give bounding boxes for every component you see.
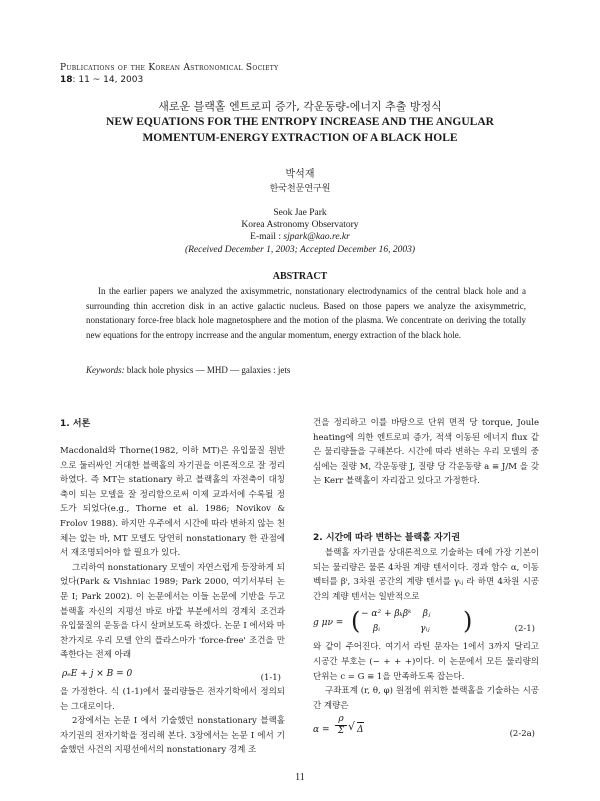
english-title-line1: NEW EQUATIONS FOR THE ENTROPY INCREASE AND THE ANGULAR: [106, 116, 494, 128]
equation-2-2a-fraction: [335, 714, 347, 737]
korean-title: 새로운 블랙홀 엔트로피 증가, 각운동량-에너지 추출 방정식: [158, 100, 442, 113]
section2-para3: 구좌표계 (r, θ, φ) 원점에 위치한 블랙홀을 기술하는 시공간 계량은: [313, 686, 539, 711]
equation-2-1-number: (2-1): [514, 624, 535, 635]
left-paren: (: [351, 607, 361, 636]
english-title: [0, 114, 600, 146]
equation-2-1-row2: βᵢ γᵢⱼ: [373, 624, 430, 635]
korean-affiliation: 한국천문연구원: [269, 184, 331, 194]
equation-1-1-number: (1-1): [260, 672, 281, 683]
abstract-heading: ABSTRACT: [272, 271, 328, 282]
right-paren: ): [463, 607, 473, 636]
equation-1-1: [60, 663, 285, 685]
section2-para2: 와 같이 주어진다. 여기서 라틴 문자는 1에서 3까지 달리고 시공간 부호는 (− + + +)이다. 이 논문에서 모든 물리량의 단위는 c = G ≡ 1을 만족하도록 잡는다.: [313, 642, 539, 682]
abstract-text: In the earlier papers we analyzed the axisymmetric, nonstationary electrodynamics of the central black hole and a surrounding thin accretion disk in an active galactic nucleus. Based on those papers we analyze the axisymmetric, nonstationary force-free black hole magnetosphere and the motion of the plasma. We concentrate on deriving the totally new equations for the entropy incrrease and the angular momentum, energy extraction of the black hole.: [86, 286, 526, 340]
english-title-line2: MOMENTUM-ENERGY EXTRACTION OF A BLACK HOLE: [142, 132, 458, 144]
received-dates: (Received December 1, 2003; Accepted December 16, 2003): [184, 245, 416, 255]
english-affiliation: Korea Astronomy Observatory: [241, 220, 359, 230]
sqrt-sign: √: [348, 720, 356, 734]
fraction-denominator: Σ: [337, 726, 345, 737]
right-column-bottom: [313, 546, 539, 743]
english-author-name: Seok Jae Park: [273, 208, 327, 218]
left-column: [60, 444, 285, 758]
section2-para1: 블랙홀 자기권을 상대론적으로 기술하는 데에 가장 기본이 되는 물리량은 물론 4차원 계량 텐서이다. 경과 함수 α, 이동 벡터를 βⁱ, 3차원 공간의 계량 텐서를 γᵢⱼ 라 하면 4차원 시공간의 계량 텐서는 일반적으로: [313, 548, 539, 602]
section2-heading: 2. 시간에 따라 변하는 블랙홀 자기권: [313, 533, 461, 543]
keywords-text: black hole physics — MHD — galaxies : jets: [126, 365, 291, 375]
equation-2-1-row1: − α² + βₖβᵏ βⱼ: [361, 609, 431, 620]
section1-para3: 을 가정한다. 식 (1-1)에서 물리량들은 전자기학에서 정의되는 그대로이다.: [60, 686, 285, 712]
equation-2-1: [313, 604, 539, 640]
keywords-label: Keywords:: [86, 365, 125, 375]
equation-2-2a-lhs: α =: [313, 725, 330, 736]
equation-2-2a-number: (2-2a): [509, 729, 535, 740]
page-number: 11: [295, 772, 305, 783]
volume-number: 18: [60, 75, 73, 85]
section1-para4: 2장에서는 논문 I 에서 기술했던 nonstationary 블랙홀 자기권의 전자기학을 정리해 본다. 3장에서는 논문 I 에서 기술했던 사건의 지평선에서의 nonstationary 경계 조: [60, 716, 285, 756]
equation-2-1-lhs: g μν =: [313, 618, 344, 629]
journal-name: Publications of the Korean Astronomical Society: [60, 63, 279, 73]
equation-1-1-body: ρₑE + j × B = 0: [62, 668, 133, 679]
email-label: E-mail :: [250, 232, 282, 242]
fraction-numerator: ρ: [335, 714, 347, 726]
page-range: : 11 ~ 14, 2003: [72, 75, 144, 85]
section1-heading: 1. 서론: [60, 419, 91, 429]
equation-2-2a-rhs: Δ: [357, 722, 364, 738]
right-para-cont: 건을 정리하고 이를 바탕으로 단위 면적 당 torque, Joule heating에 의한 엔트로피 증가, 적색 이동된 에너지 flux 같은 물리량들을 구해본다. 시간에 따라 변하는 우리 모델의 중심에는 질량 M, 각운동량 J, 질량 당 각운동량 a ≡ J/M 을 갖는 Kerr 블랙홀이 자리잡고 있다고 가정한다.: [313, 418, 539, 487]
section1-para1: Macdonald와 Thorne(1982, 이하 MT)은 유입물질 원반으로 둘러싸인 거대한 블랙홀의 자기권을 이론적으로 잘 정리하였다. 즉 MT는 stationary 하고 블랙홀의 자전축이 대칭축이 되는 모델을 잘 정리함으로써 이제 교과서에 수록될 정도가 되었다(e.g., Thorne et al. 1986; Novikov & Frolov 1988). 하지만 우주에서 시간에 따라 변하지 않는 천체는 없는 바, MT 모델도 당연히 nonstationary 한 관점에서 재조명되어야 할 필요가 있다.: [60, 446, 285, 559]
section1-para2: 그리하여 nonstationary 모델이 자연스럽게 등장하게 되었다(Park & Vishniac 1989; Park 2000, 여기서부터 논문 I; Park 2002). 이 논문에서는 이들 논문에 기반을 두고 블랙홀 자신의 지평선 바로 바깥 부분에서의 경계치 조건과 유입물질의 운동을 다시 살펴보도록 하겠다. 논문 I 에서와 마찬가지로 우리 모델 안의 플라스마가 'force-free' 조건을 만족한다는 전제 아래: [60, 562, 285, 661]
right-column-top: [313, 416, 539, 526]
korean-author-name: 박석재: [285, 169, 315, 180]
volume-info: [60, 75, 143, 85]
keywords-line: [86, 365, 526, 375]
email-line: [0, 232, 600, 242]
email-address: sjpark@kao.re.kr: [283, 232, 350, 242]
equation-2-2a: [313, 713, 539, 743]
